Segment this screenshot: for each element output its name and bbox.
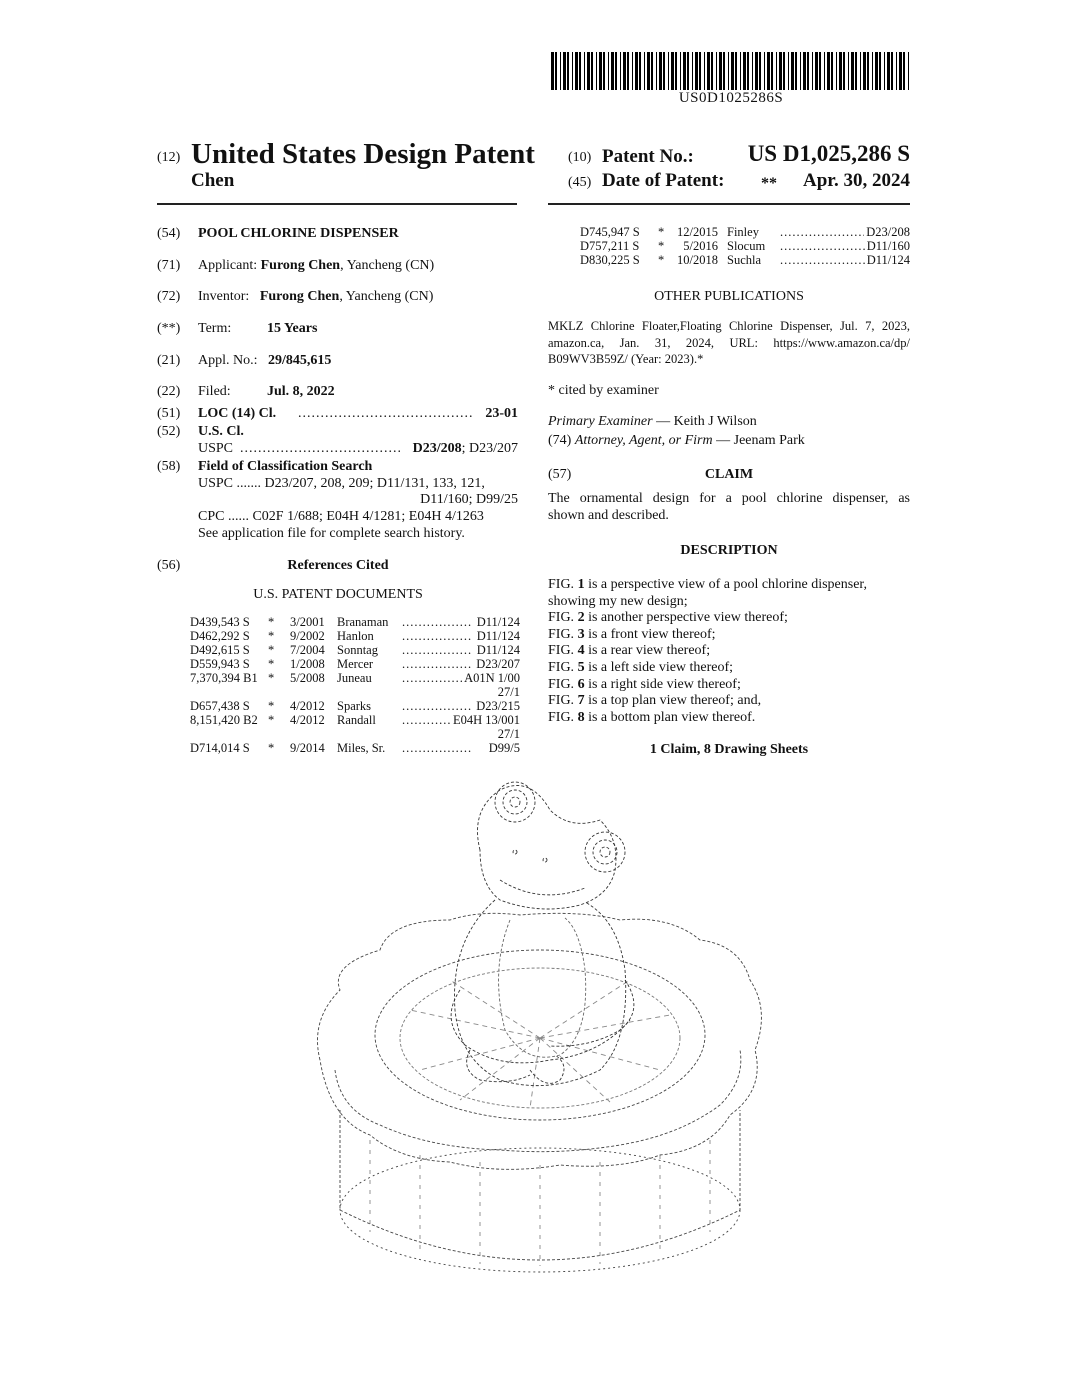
barcode-bar: [903, 52, 905, 90]
barcode-bar: [644, 52, 645, 90]
barcode-bar: [699, 52, 701, 90]
reference-row: [190, 671, 520, 685]
patent-drawing: [300, 770, 780, 1290]
ref-name: Juneau: [337, 671, 372, 685]
description-heading: DESCRIPTION: [680, 543, 778, 558]
description-line: [548, 660, 910, 676]
barcode-bar: [575, 52, 578, 90]
description-line: [548, 594, 910, 610]
fig-text: is another perspective view thereof;: [584, 610, 788, 626]
ref-leader: [402, 699, 472, 713]
barcode-bar: [848, 52, 849, 90]
barcode-bar: [891, 52, 893, 90]
ref-name: Sonntag: [337, 643, 378, 657]
barcode-bar: [659, 52, 662, 90]
barcode-bar: [899, 52, 902, 90]
description-line: [548, 693, 910, 709]
term-value: 15 Years: [267, 321, 318, 336]
barcode-bar: [839, 52, 842, 90]
barcode-bar: [752, 52, 753, 90]
ref-leader: [402, 643, 472, 657]
barcode-bar: [836, 52, 837, 90]
fig-number: 5: [577, 660, 585, 675]
ref-class: D23/215: [476, 699, 520, 713]
barcode-bar: [819, 52, 821, 90]
barcode-bar: [555, 52, 557, 90]
ref-name: Hanlon: [337, 629, 374, 643]
barcode-bars: [551, 52, 911, 90]
claims-sheets: 1 Claim, 8 Drawing Sheets: [649, 742, 809, 757]
barcode-bar: [647, 52, 650, 90]
loc-value: 23-01: [485, 406, 518, 421]
barcode-bar: [843, 52, 845, 90]
ref-number: D462,292 S: [190, 629, 250, 643]
description-line: [548, 677, 910, 693]
barcode-bar: [783, 52, 785, 90]
ref-number: D439,543 S: [190, 615, 250, 629]
fig-prefix: FIG.: [548, 676, 578, 692]
field-search-cpc: CPC ...... C02F 1/688; E04H 4/1281; E04H 4/1263: [198, 509, 484, 524]
header-code-10: (10): [568, 150, 592, 165]
barcode-bar: [908, 52, 909, 90]
field-search-uspc-1: USPC ....... D23/207, 208, 209; D11/131, 133, 121,: [198, 476, 485, 491]
reference-row: [190, 643, 520, 657]
barcode-text: US0D1025286S: [678, 90, 784, 106]
barcode-bar: [623, 52, 626, 90]
barcode-bar: [776, 52, 777, 90]
date-marker: **: [761, 175, 777, 192]
barcode-bar: [851, 52, 854, 90]
barcode-bar: [743, 52, 746, 90]
ref-number: 8,151,420 B2: [190, 713, 258, 727]
barcode-bar: [656, 52, 657, 90]
fig-text: showing my new design;: [548, 593, 688, 609]
barcode-bar: [855, 52, 857, 90]
ref-class: D99/5: [488, 741, 520, 755]
ref-mark: *: [268, 643, 275, 657]
ref-name: Randall: [337, 713, 376, 727]
other-publications-heading: OTHER PUBLICATIONS: [654, 289, 804, 304]
field-56-code: (56): [157, 558, 181, 573]
barcode-bar: [627, 52, 629, 90]
ref-class: D23/208: [866, 225, 910, 239]
description-line: [548, 643, 910, 659]
ref-class: D11/124: [476, 615, 520, 629]
barcode-bar: [632, 52, 633, 90]
barcode-bar: [563, 52, 566, 90]
barcode-bar: [824, 52, 825, 90]
barcode-bar: [695, 52, 698, 90]
barcode-bar: [735, 52, 737, 90]
barcode-bar: [807, 52, 809, 90]
claim-line-2: shown and described.: [548, 508, 669, 523]
ref-mark: *: [658, 239, 665, 253]
reference-row: [190, 713, 520, 727]
field-74-code: (74): [548, 433, 572, 448]
field-72-code: (72): [157, 289, 181, 304]
barcode: [551, 52, 911, 90]
examiner-name: — Keith J Wilson: [652, 414, 757, 429]
barcode-bar: [863, 52, 866, 90]
barcode-bar: [747, 52, 749, 90]
claim-heading: CLAIM: [704, 467, 754, 482]
fig-text: is a rear view thereof;: [584, 643, 711, 659]
barcode-bar: [755, 52, 758, 90]
header-code-45: (45): [568, 175, 592, 190]
ref-mark: *: [268, 657, 275, 671]
ref-class: D23/207: [476, 657, 520, 671]
claim-line-1: The ornamental design for a pool chlorine dispenser, as: [548, 491, 910, 506]
references-cited-heading: References Cited: [287, 558, 389, 573]
barcode-bar: [731, 52, 734, 90]
ref-leader: [402, 629, 472, 643]
fig-number: 2: [577, 610, 585, 626]
barcode-bar: [663, 52, 665, 90]
ref-leader: [780, 239, 870, 253]
reference-row: [580, 225, 910, 239]
barcode-bar: [740, 52, 741, 90]
ref-date: 9/2014: [290, 741, 325, 755]
ref-name: Finley: [727, 225, 759, 239]
ref-name: Sparks: [337, 699, 372, 713]
description-line: [548, 710, 910, 726]
barcode-bar: [587, 52, 590, 90]
ref-date: 12/2015: [677, 225, 718, 239]
us-cl-value: [380, 441, 518, 457]
barcode-bar: [788, 52, 789, 90]
barcode-bar: [692, 52, 693, 90]
filed-value: Jul. 8, 2022: [267, 384, 335, 399]
date-of-patent: Apr. 30, 2024: [803, 170, 910, 191]
barcode-bar: [716, 52, 717, 90]
fig-text: is a left side view thereof;: [584, 660, 734, 675]
barcode-bar: [791, 52, 794, 90]
filed-label: Filed:: [198, 384, 231, 399]
reference-continuation: 27/1: [497, 727, 520, 741]
ref-name: Miles, Sr.: [337, 741, 386, 755]
ref-number: D714,014 S: [190, 741, 250, 755]
barcode-bar: [764, 52, 765, 90]
ref-mark: *: [658, 253, 665, 267]
barcode-bar: [879, 52, 881, 90]
ref-name: Mercer: [337, 657, 374, 671]
barcode-bar: [603, 52, 605, 90]
field-51-code: (51): [157, 406, 181, 421]
barcode-bar: [884, 52, 885, 90]
ref-leader: [402, 741, 472, 755]
term-label: Term:: [198, 321, 232, 336]
description-line: [548, 627, 910, 643]
reference-row: [190, 741, 520, 755]
us-patent-docs-heading: U.S. PATENT DOCUMENTS: [253, 587, 423, 602]
barcode-bar: [651, 52, 653, 90]
reference-row: [580, 239, 910, 253]
fig-prefix: FIG.: [548, 610, 578, 626]
us-cl-label: U.S. Cl.: [198, 424, 244, 439]
field-58-code: (58): [157, 459, 181, 474]
ref-class: E04H 13/001: [452, 713, 520, 727]
inventor-location: , Yancheng (CN): [339, 289, 434, 304]
base-cylinder: [340, 1110, 740, 1272]
barcode-bar: [579, 52, 581, 90]
ref-class: D11/160: [866, 239, 910, 253]
header-code-12: (12): [157, 150, 181, 165]
examiner-label: Primary Examiner: [548, 414, 653, 429]
field-search-note: See application file for complete search history.: [198, 526, 465, 541]
barcode-bar: [572, 52, 573, 90]
field-search-label: Field of Classification Search: [198, 459, 373, 474]
fig-text: is a top plan view thereof; and,: [584, 693, 762, 709]
barcode-bar: [611, 52, 614, 90]
attorney-name: — Jeenam Park: [712, 433, 805, 448]
ref-name: Slocum: [727, 239, 766, 253]
barcode-bar: [675, 52, 677, 90]
ref-class: D11/124: [476, 629, 520, 643]
barcode-bar: [767, 52, 770, 90]
invention-title: POOL CHLORINE DISPENSER: [198, 226, 399, 241]
applicant-name: Furong Chen: [260, 258, 341, 273]
ref-date: 7/2004: [290, 643, 325, 657]
uspc-leader: [240, 441, 400, 457]
barcode-bar: [680, 52, 681, 90]
barcode-bar: [567, 52, 569, 90]
barcode-bar: [596, 52, 597, 90]
inventor-label: Inventor:: [198, 289, 250, 304]
barcode-bar: [812, 52, 813, 90]
barcode-bar: [827, 52, 830, 90]
fig-text: is a right side view thereof;: [584, 676, 741, 692]
barcode-bar: [815, 52, 818, 90]
field-search-uspc-2: D11/160; D99/25: [420, 492, 518, 507]
barcode-bar: [560, 52, 561, 90]
ref-mark: *: [268, 671, 275, 685]
barcode-bar: [671, 52, 674, 90]
barcode-bar: [728, 52, 729, 90]
fig-prefix: FIG.: [548, 626, 578, 642]
description-line: [548, 610, 910, 626]
fig-number: 4: [577, 643, 585, 659]
header-rule-left: [157, 203, 517, 205]
uspc-label: USPC: [198, 441, 234, 456]
us-cl-primary: D23/208: [412, 441, 462, 456]
attorney-line: [548, 433, 805, 449]
other-pub-line-1: MKLZ Chlorine Floater,Floating Chlorine Dispenser, Jul. 7, 2023,: [548, 319, 910, 333]
inventor: [198, 289, 433, 305]
fig-prefix: FIG.: [548, 660, 578, 675]
ref-date: 4/2012: [290, 699, 325, 713]
ref-mark: *: [268, 741, 275, 755]
ref-mark: *: [658, 225, 665, 239]
applicant-location: , Yancheng (CN): [340, 258, 435, 273]
ref-number: D830,225 S: [580, 253, 640, 267]
term-code: (**): [157, 321, 181, 336]
ref-mark: *: [268, 615, 275, 629]
ref-date: 5/2016: [683, 239, 718, 253]
barcode-bar: [551, 52, 554, 90]
barcode-bar: [779, 52, 782, 90]
description-line: [548, 577, 910, 593]
cited-by-examiner: * cited by examiner: [548, 383, 659, 398]
barcode-bar: [800, 52, 801, 90]
reference-row: [580, 253, 910, 267]
fig-prefix: FIG.: [548, 693, 578, 709]
date-label: Date of Patent:: [602, 170, 725, 191]
ref-leader: [402, 615, 472, 629]
ref-leader: [780, 225, 870, 239]
reference-row: [190, 699, 520, 713]
ref-class: D11/124: [866, 253, 910, 267]
ref-date: 10/2018: [677, 253, 718, 267]
fig-number: 1: [577, 577, 585, 592]
field-52-code: (52): [157, 424, 181, 439]
appl-no-label: Appl. No.:: [198, 353, 258, 368]
other-pub-line-2: amazon.ca, Jan. 31, 2024, URL: https://www.amazon.ca/dp/: [548, 336, 910, 350]
reference-row: [190, 615, 520, 629]
barcode-bar: [615, 52, 617, 90]
barcode-bar: [584, 52, 585, 90]
appl-no-value: 29/845,615: [268, 353, 332, 368]
barcode-bar: [668, 52, 669, 90]
attorney-label: Attorney, Agent, or Firm: [574, 433, 713, 448]
other-pub-line-3: B09WV3B59Z/ (Year: 2023).*: [548, 352, 704, 366]
ref-number: 7,370,394 B1: [190, 671, 258, 685]
ref-class: D11/124: [476, 643, 520, 657]
barcode-bar: [620, 52, 621, 90]
fig-prefix: FIG.: [548, 643, 578, 659]
fig-text: is a front view thereof;: [584, 626, 716, 642]
field-22-code: (22): [157, 384, 181, 399]
inventor-name: Furong Chen: [259, 289, 340, 304]
primary-examiner: [548, 414, 757, 430]
fig-text: is a bottom plan view thereof.: [584, 709, 756, 725]
barcode-bar: [896, 52, 897, 90]
barcode-bar: [704, 52, 705, 90]
fig-number: 8: [577, 709, 585, 725]
reference-continuation: 27/1: [497, 685, 520, 699]
ref-date: 3/2001: [290, 615, 325, 629]
ref-date: 1/2008: [290, 657, 325, 671]
barcode-bar: [687, 52, 689, 90]
barcode-bar: [639, 52, 641, 90]
barcode-bar: [795, 52, 797, 90]
barcode-bar: [803, 52, 806, 90]
fig-text: is a perspective view of a pool chlorine dispenser,: [584, 577, 868, 592]
barcode-bar: [723, 52, 725, 90]
applicant: [198, 258, 434, 274]
field-54-code: (54): [157, 226, 181, 241]
field-21-code: (21): [157, 353, 181, 368]
barcode-bar: [608, 52, 609, 90]
fig-prefix: FIG.: [548, 709, 578, 725]
barcode-bar: [887, 52, 890, 90]
ref-mark: *: [268, 699, 275, 713]
fig-number: 6: [577, 676, 585, 692]
us-cl-secondary: ; D23/207: [461, 441, 518, 456]
fig-number: 3: [577, 626, 585, 642]
ref-mark: *: [268, 713, 275, 727]
barcode-bar: [599, 52, 602, 90]
ref-number: D657,438 S: [190, 699, 250, 713]
ref-class: A01N 1/00: [464, 671, 520, 685]
ref-leader: [780, 253, 870, 267]
loc-leader: [298, 406, 474, 422]
applicant-label: Applicant:: [198, 258, 258, 273]
barcode-bar: [771, 52, 773, 90]
barcode-bar: [711, 52, 713, 90]
fig-prefix: FIG.: [548, 577, 578, 592]
ref-number: D745,947 S: [580, 225, 640, 239]
barcode-bar: [867, 52, 869, 90]
ref-date: 4/2012: [290, 713, 325, 727]
field-57-code: (57): [548, 467, 572, 482]
barcode-bar: [719, 52, 722, 90]
ref-date: 5/2008: [290, 671, 325, 685]
lily-pad: [318, 913, 762, 1169]
header-rule-right: [548, 203, 910, 205]
patent-no-label: Patent No.:: [602, 146, 694, 167]
barcode-bar: [635, 52, 638, 90]
ref-number: D559,943 S: [190, 657, 250, 671]
ref-number: D492,615 S: [190, 643, 250, 657]
barcode-bar: [759, 52, 761, 90]
reference-row: [190, 657, 520, 671]
field-71-code: (71): [157, 258, 181, 273]
barcode-bar: [872, 52, 873, 90]
ref-name: Branaman: [337, 615, 389, 629]
reference-row: [190, 629, 520, 643]
ref-leader: [402, 657, 472, 671]
barcode-bar: [683, 52, 686, 90]
patent-title: United States Design Patent: [191, 138, 535, 170]
loc-label: LOC (14) Cl.: [198, 406, 277, 421]
barcode-bar: [707, 52, 710, 90]
inventor-short: Chen: [191, 170, 235, 191]
barcode-bar: [875, 52, 878, 90]
ref-number: D757,211 S: [580, 239, 640, 253]
barcode-bar: [591, 52, 593, 90]
ref-name: Suchla: [727, 253, 762, 267]
ref-date: 9/2002: [290, 629, 325, 643]
fig-number: 7: [577, 693, 585, 709]
barcode-bar: [831, 52, 833, 90]
ref-mark: *: [268, 629, 275, 643]
patent-number: US D1,025,286 S: [747, 141, 910, 166]
barcode-bar: [860, 52, 861, 90]
